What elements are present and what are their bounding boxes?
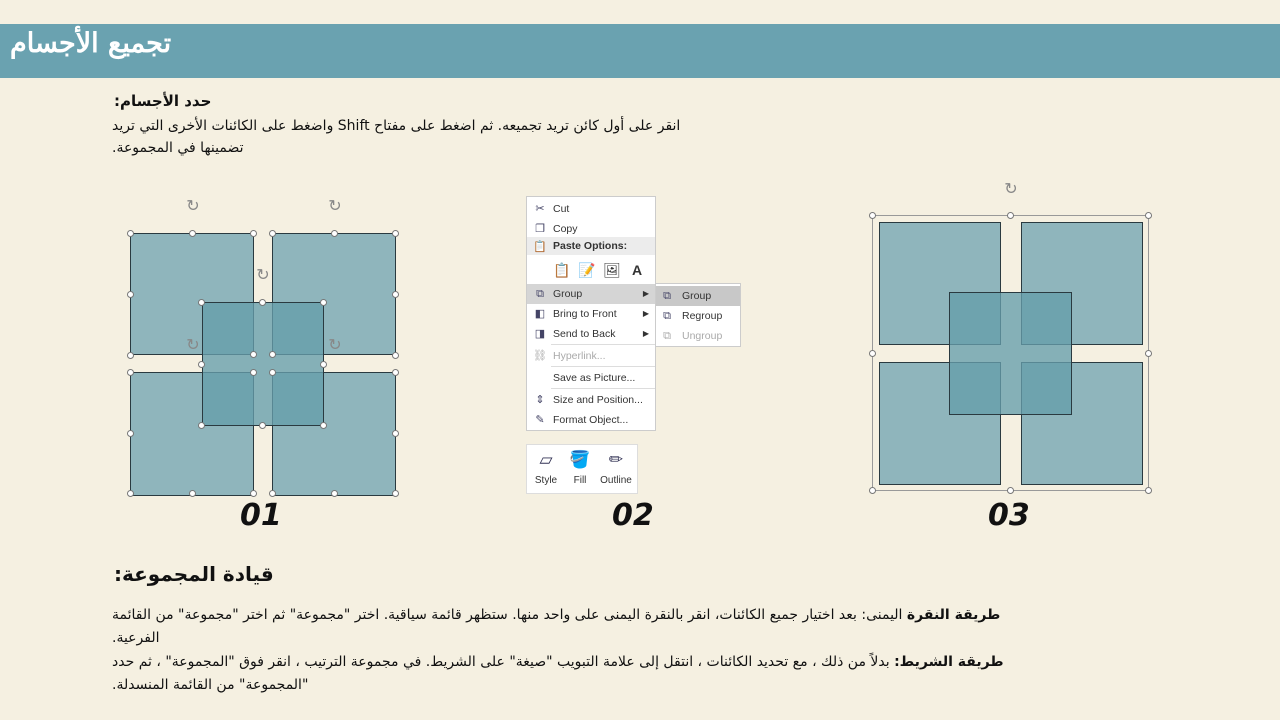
sizing-handle[interactable]: [1007, 212, 1014, 219]
rotate-handle-icon[interactable]: ↻: [328, 196, 342, 215]
sizing-handle[interactable]: [127, 369, 134, 376]
sizing-handle[interactable]: [331, 490, 338, 497]
menu-item-copy[interactable]: ❐ Copy: [527, 219, 655, 239]
rotate-handle-icon[interactable]: ↻: [256, 265, 270, 284]
sizing-handle[interactable]: [1007, 487, 1014, 494]
sizing-handle[interactable]: [869, 212, 876, 219]
link-icon: ⛓: [533, 350, 547, 362]
menu-item-group[interactable]: ⧉ Group ▶: [527, 284, 655, 304]
sizing-handle[interactable]: [269, 369, 276, 376]
sizing-handle[interactable]: [198, 361, 205, 368]
square-center-overlay[interactable]: [202, 302, 324, 426]
menu-item-format-object[interactable]: ✎ Format Object...: [527, 410, 655, 430]
rotate-handle-icon[interactable]: ↻: [328, 335, 342, 354]
slide-title: تجميع الأجسام: [10, 28, 172, 59]
sizing-handle[interactable]: [392, 352, 399, 359]
group-icon: ⧉: [663, 290, 671, 302]
group-command-heading: قيادة المجموعة:: [114, 562, 274, 586]
bring-to-front-icon: ◧: [534, 308, 546, 320]
sizing-handle[interactable]: [320, 299, 327, 306]
submenu-arrow-icon: ▶: [642, 289, 649, 298]
group-icon: ⧉: [536, 288, 544, 300]
sizing-handle[interactable]: [392, 490, 399, 497]
sizing-handle[interactable]: [259, 422, 266, 429]
step-number-03: 03: [988, 498, 1030, 533]
rotate-handle-icon[interactable]: ↻: [1004, 179, 1018, 198]
paste-keep-formatting-icon[interactable]: 📋: [553, 262, 571, 278]
sizing-handle[interactable]: [259, 299, 266, 306]
scissors-icon: ✂: [535, 203, 545, 215]
group-submenu: [655, 283, 741, 347]
sizing-handle[interactable]: [320, 422, 327, 429]
menu-separator: [551, 366, 655, 367]
clipboard-icon: 📋: [533, 241, 547, 253]
submenu-item-regroup[interactable]: ⧉ Regroup: [656, 306, 740, 326]
sizing-handle[interactable]: [198, 422, 205, 429]
sizing-handle[interactable]: [250, 369, 257, 376]
menu-item-save-as-picture[interactable]: Save as Picture...: [553, 372, 636, 384]
sizing-handle[interactable]: [1145, 212, 1152, 219]
sizing-handle[interactable]: [198, 299, 205, 306]
menu-separator: [551, 344, 655, 345]
sizing-handle[interactable]: [127, 352, 134, 359]
size-position-icon: ⇕: [535, 394, 545, 406]
sizing-handle[interactable]: [869, 487, 876, 494]
paste-destination-theme-icon[interactable]: 📝: [578, 262, 596, 278]
pen-outline-icon: ✏: [608, 450, 624, 469]
grouped-square-center: [949, 292, 1072, 415]
sizing-handle[interactable]: [392, 230, 399, 237]
sizing-handle[interactable]: [1145, 350, 1152, 357]
shape-style-icon: ▱: [539, 450, 553, 469]
regroup-icon: ⧉: [663, 310, 671, 322]
sizing-handle[interactable]: [127, 430, 134, 437]
paint-bucket-icon: 🪣: [569, 450, 591, 469]
sizing-handle[interactable]: [189, 230, 196, 237]
style-button[interactable]: ▱ Style: [529, 449, 563, 487]
title-banner: [0, 24, 1280, 78]
select-instruction-line1: انقر على أول كائن تريد تجميعه. ثم اضغط على مفتاح Shift واضغط على الكائنات الأخرى التي تريد: [112, 118, 681, 134]
select-instruction-line2: تضمينها في المجموعة.: [112, 140, 244, 156]
right-click-method-label: طريقة النقرة: [906, 607, 1001, 623]
ribbon-method-line1: طريقة الشريط: بدلاً من ذلك ، مع تحديد الكائنات ، انتقل إلى علامة التبويب "صيغة" على الشريط. في مجموعة الترتيب ، انقر فوق "المجموعة" ، ثم حدد: [112, 654, 1004, 670]
sizing-handle[interactable]: [392, 430, 399, 437]
select-heading: حدد الأجسام:: [114, 92, 212, 110]
menu-item-send-to-back[interactable]: ◨ Send to Back ▶: [527, 324, 655, 344]
paste-picture-icon[interactable]: 🖼: [603, 262, 621, 278]
step-number-01: 01: [240, 498, 282, 533]
sizing-handle[interactable]: [1145, 487, 1152, 494]
sizing-handle[interactable]: [269, 351, 276, 358]
sizing-handle[interactable]: [250, 490, 257, 497]
sizing-handle[interactable]: [869, 350, 876, 357]
sizing-handle[interactable]: [127, 490, 134, 497]
sizing-handle[interactable]: [392, 369, 399, 376]
step-number-02: 02: [612, 498, 654, 533]
ribbon-method-line2: "المجموعة" من القائمة المنسدلة.: [112, 677, 309, 693]
submenu-arrow-icon: ▶: [642, 309, 649, 318]
rotate-handle-icon[interactable]: ↻: [186, 196, 200, 215]
sizing-handle[interactable]: [250, 230, 257, 237]
sizing-handle[interactable]: [331, 230, 338, 237]
sizing-handle[interactable]: [320, 361, 327, 368]
sizing-handle[interactable]: [392, 291, 399, 298]
outline-button[interactable]: ✏ Outline: [600, 450, 632, 486]
menu-item-cut[interactable]: ✂ Cut: [527, 199, 655, 219]
menu-item-bring-to-front[interactable]: ◧ Bring to Front ▶: [527, 304, 655, 324]
menu-item-hyperlink[interactable]: ⛓ Hyperlink...: [533, 350, 606, 362]
submenu-item-group[interactable]: ⧉ Group: [656, 286, 740, 306]
ungroup-icon: ⧉: [663, 330, 671, 342]
sizing-handle[interactable]: [127, 230, 134, 237]
right-click-method-line1: طريقة النقرة اليمنى: بعد اختيار جميع الكائنات، انقر بالنقرة اليمنى على واحد منها. ستظهر قائمة سياقية. اختر "مجموعة" ثم اختر "مجموعة" من القائمة: [112, 607, 1001, 623]
sizing-handle[interactable]: [250, 351, 257, 358]
fill-button[interactable]: 🪣 Fill: [563, 449, 597, 487]
submenu-arrow-icon: ▶: [642, 329, 649, 338]
ribbon-method-label: طريقة الشريط:: [894, 654, 1004, 670]
sizing-handle[interactable]: [269, 490, 276, 497]
mini-toolbar: [526, 444, 638, 494]
format-paint-icon: ✎: [535, 414, 545, 426]
right-click-method-line2: الفرعية.: [112, 630, 160, 646]
context-menu: [526, 196, 656, 431]
paste-options-header: 📋 Paste Options:: [527, 237, 655, 255]
copy-icon: ❐: [535, 223, 545, 235]
rotate-handle-icon[interactable]: ↻: [186, 335, 200, 354]
paste-text-only-icon[interactable]: A: [631, 262, 643, 278]
submenu-item-ungroup[interactable]: ⧉ Ungroup: [656, 326, 740, 346]
sizing-handle[interactable]: [127, 291, 134, 298]
sizing-handle[interactable]: [269, 230, 276, 237]
menu-separator: [551, 388, 655, 389]
sizing-handle[interactable]: [189, 490, 196, 497]
send-to-back-icon: ◨: [534, 328, 546, 340]
menu-item-size-and-position[interactable]: ⇕ Size and Position...: [527, 390, 655, 410]
